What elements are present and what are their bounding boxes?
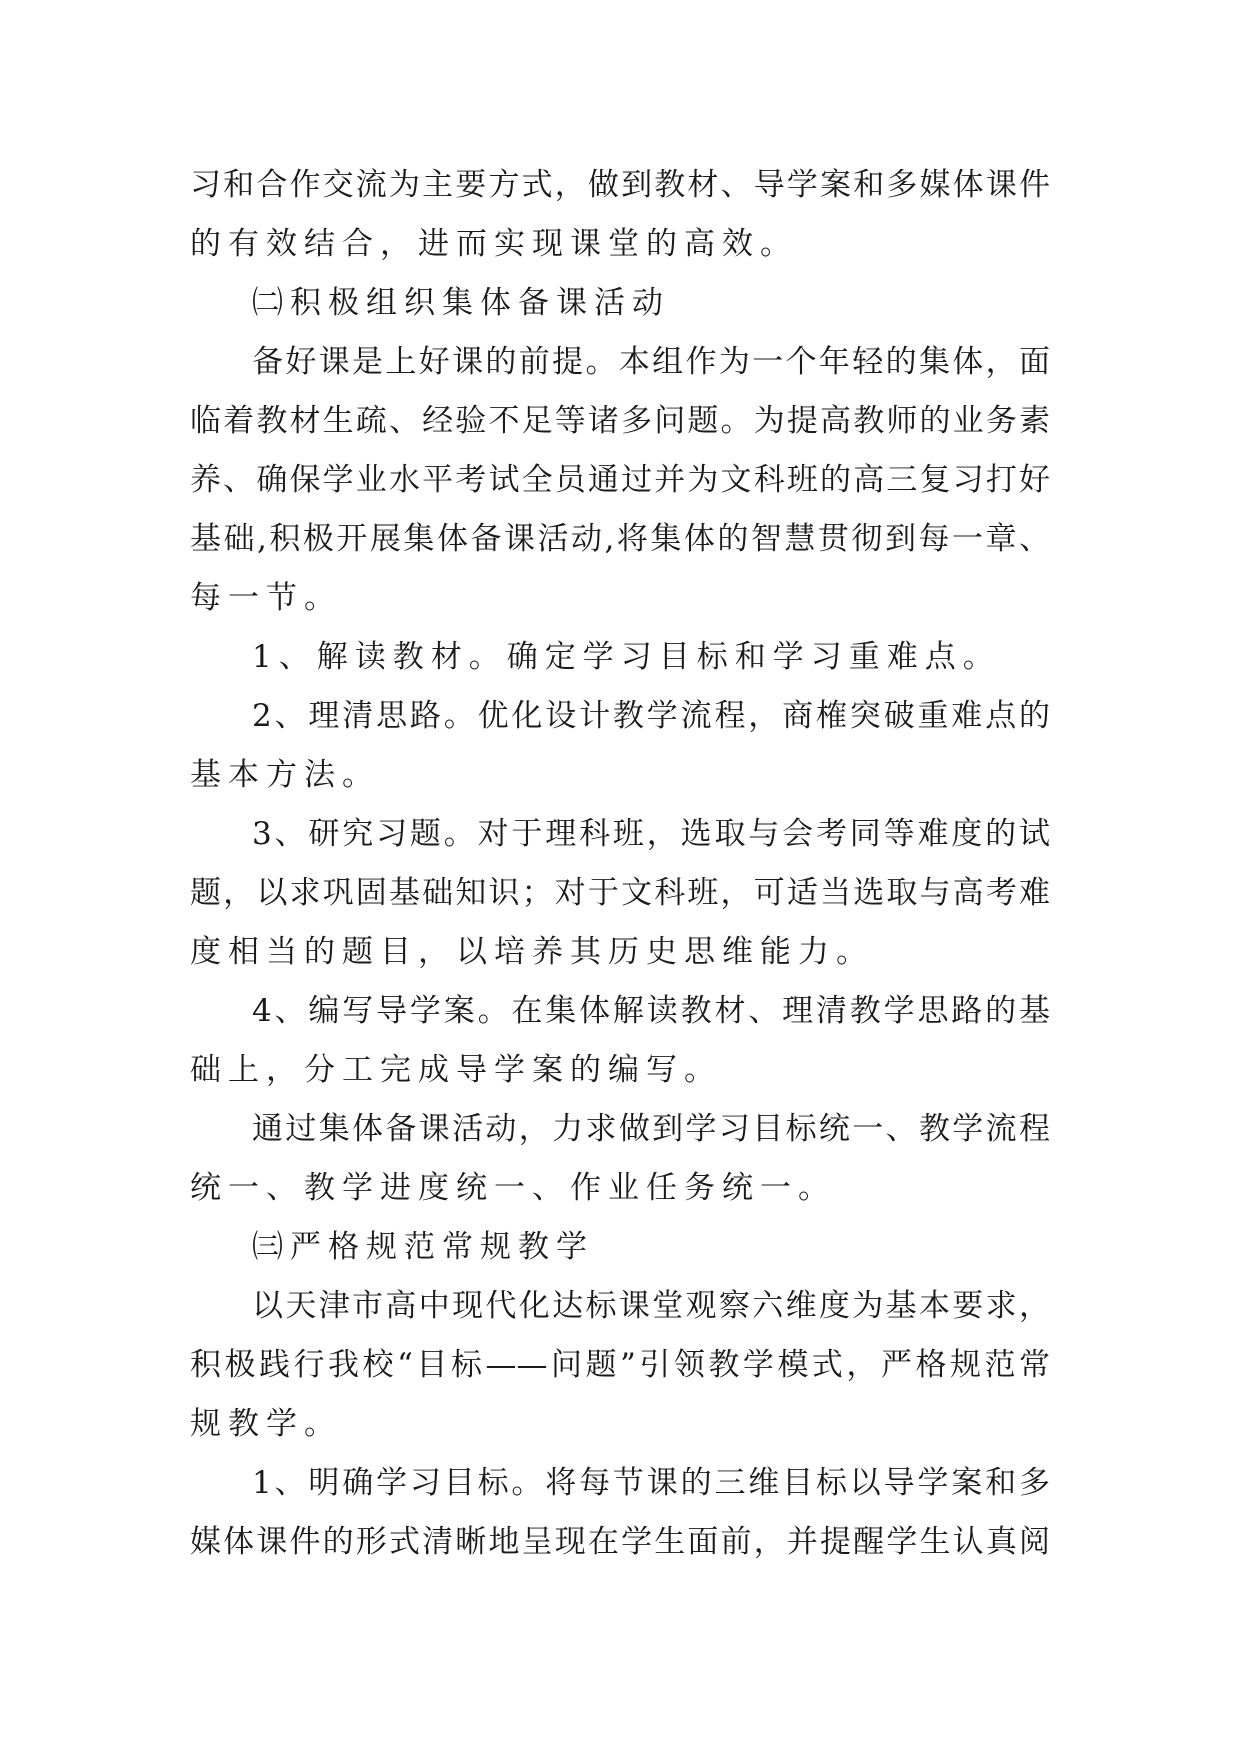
list-item: 4、编写导学案。在集体解读教材、理清教学思路的基 (252, 993, 1050, 1029)
list-item: 3、研究习题。对于理科班，选取与会考同等难度的试 (252, 816, 1050, 852)
paragraph-line: 以天津市高中现代化达标课堂观察六维度为基本要求， (252, 1288, 1050, 1324)
paragraph-line: 统一、教学进度统一、作业任务统一。 (190, 1170, 836, 1206)
paragraph-line: 基础,积极开展集体备课活动,将集体的智慧贯彻到每一章、 (190, 521, 1050, 557)
paragraph-line: 媒体课件的形式清晰地呈现在学生面前，并提醒学生认真阅 (190, 1524, 1050, 1560)
paragraph-line: 的有效结合，进而实现课堂的高效。 (190, 226, 798, 262)
paragraph-line: 备好课是上好课的前提。本组作为一个年轻的集体，面 (252, 344, 1050, 380)
paragraph-line: 础上，分工完成导学案的编写。 (190, 1052, 722, 1088)
paragraph-line: 通过集体备课活动，力求做到学习目标统一、教学流程 (252, 1111, 1050, 1147)
paragraph-line: 养、确保学业水平考试全员通过并为文科班的高三复习打好 (190, 462, 1050, 498)
list-item: 1、明确学习目标。将每节课的三维目标以导学案和多 (252, 1465, 1050, 1501)
list-item: 2、理清思路。优化设计教学流程，商榷突破重难点的 (252, 698, 1050, 734)
paragraph-line: 基本方法。 (190, 757, 380, 793)
section-heading: ㈢严格规范常规教学 (252, 1229, 594, 1265)
paragraph-line: 度相当的题目，以培养其历史思维能力。 (190, 934, 874, 970)
paragraph-line: 题，以求巩固基础知识；对于文科班，可适当选取与高考难 (190, 875, 1050, 911)
paragraph-line: 规教学。 (190, 1406, 342, 1442)
paragraph-line: 临着教材生疏、经验不足等诸多问题。为提高教师的业务素 (190, 403, 1050, 439)
list-item: 1、解读教材。确定学习目标和学习重难点。 (252, 639, 1001, 675)
paragraph-line: 习和合作交流为主要方式，做到教材、导学案和多媒体课件 (190, 167, 1050, 203)
paragraph-line: 积极践行我校“目标——问题”引领教学模式，严格规范常 (190, 1347, 1050, 1383)
document-body (190, 156, 1050, 1572)
paragraph-line: 每一节。 (190, 580, 342, 616)
section-heading: ㈡积极组织集体备课活动 (252, 285, 670, 321)
